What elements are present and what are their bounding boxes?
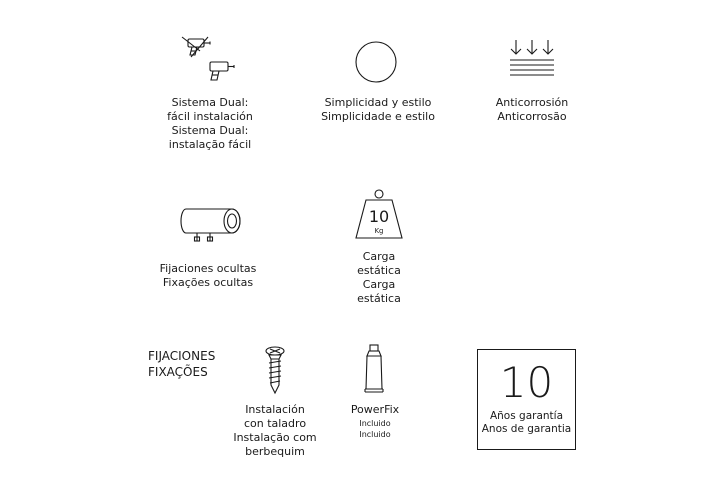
warranty-years: 10: [499, 358, 554, 407]
drill-install-label: Instalación con taladro Instalação com berbequim: [233, 403, 317, 458]
circle-icon: [354, 40, 398, 84]
dual-system-label: Sistema Dual: fácil instalación Sistema Dual: instalação fácil: [167, 96, 253, 151]
anticorrosion-label: Anticorrosión Anticorrosão: [495, 96, 569, 123]
fixings-heading: FIJACIONES FIXAÇÕES: [148, 349, 216, 379]
powerfix-label: PowerFix: [350, 403, 400, 416]
drill-icon: [180, 35, 240, 85]
screw-icon: [262, 345, 288, 395]
weight-unit: Kg: [374, 227, 384, 235]
hidden-fixing-icon: [180, 207, 244, 247]
simplicity-label: Simplicidad y estilo Simplicidade e estilo: [321, 96, 435, 123]
warranty-label: Años garantía Anos de garantia: [481, 410, 572, 435]
weight-value: 10: [368, 207, 390, 226]
warranty-badge: [477, 349, 576, 450]
powerfix-sublabel: Incluido Incluido: [359, 419, 391, 439]
static-load-label: Carga estática Carga estática: [357, 250, 401, 305]
anticorrosion-icon: [508, 38, 556, 82]
hidden-fixings-label: Fijaciones ocultas Fixações ocultas: [159, 262, 257, 289]
glue-tube-icon: [362, 343, 386, 397]
